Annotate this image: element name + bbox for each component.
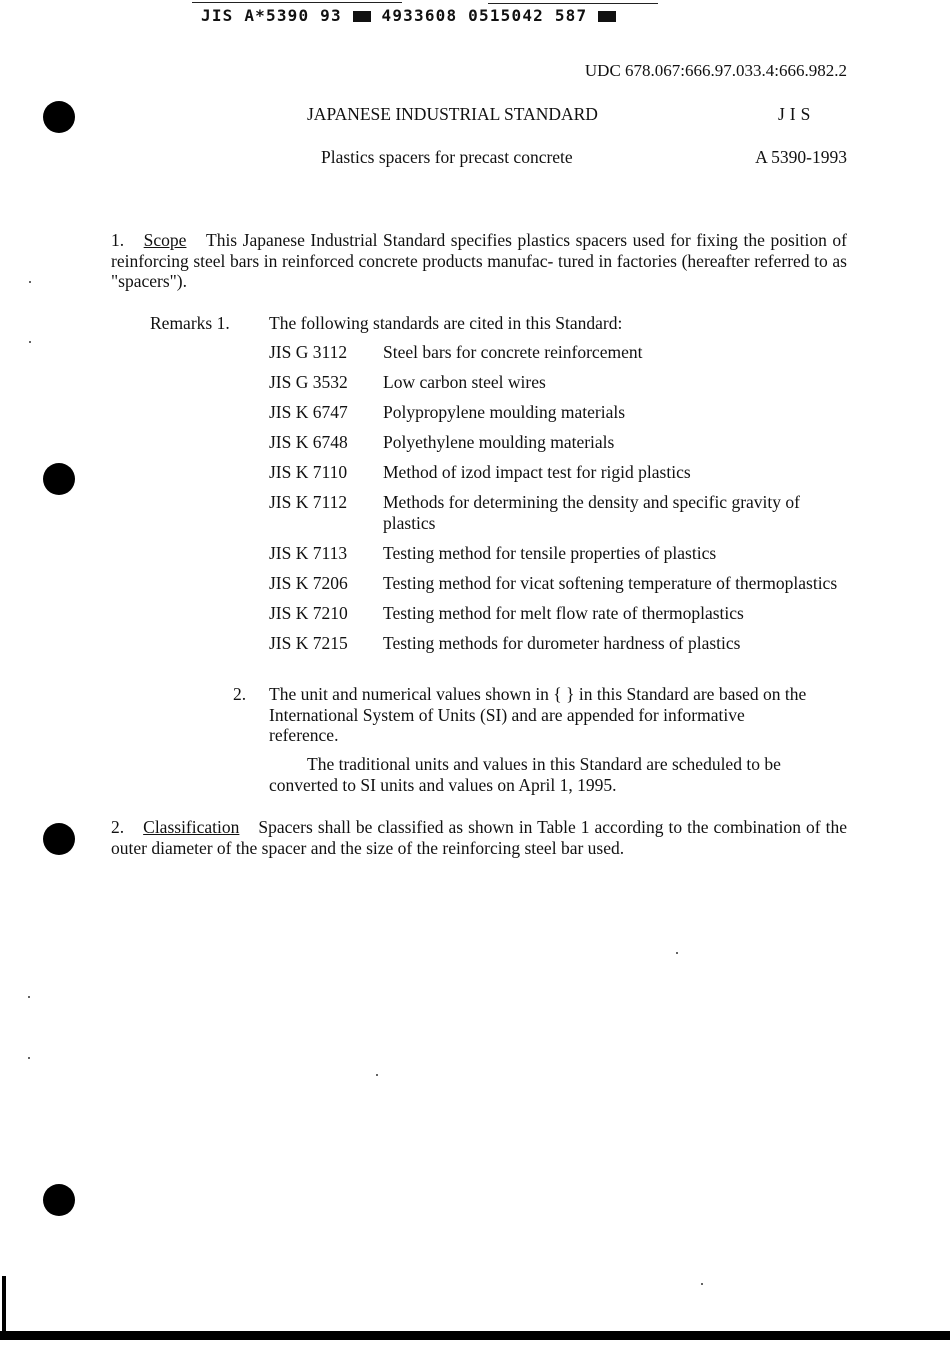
- binder-hole-2: [43, 463, 75, 495]
- standard-desc: Testing method for melt flow rate of thermoplastics: [383, 602, 744, 623]
- header-block-2: [598, 11, 616, 22]
- cited-standard: [269, 402, 849, 423]
- standard-organization: JAPANESE INDUSTRIAL STANDARD: [307, 104, 598, 124]
- scope-heading: Scope: [143, 230, 187, 250]
- header-code-part-1: JIS A*5390 93: [201, 6, 342, 25]
- classification-number: 2.: [111, 817, 125, 837]
- cited-standard: [269, 573, 849, 594]
- header-rule-right: [488, 3, 658, 4]
- cited-standard: [269, 633, 849, 654]
- scan-speck: [28, 1057, 30, 1059]
- scan-speck: [701, 1283, 703, 1285]
- remark-2-text: The unit and numerical values shown in { } in this Standard are based on the International System of Units (SI) and are appended for informative reference.: [269, 684, 807, 745]
- header-rule-left: [192, 2, 402, 3]
- cited-standard: [269, 492, 849, 533]
- jis-mark: JIS: [778, 104, 816, 124]
- standard-desc: Testing methods for durometer hardness of plastics: [383, 632, 741, 653]
- standard-code: JIS K 7113: [269, 542, 348, 563]
- remark-2-text-2: The traditional units and values in this Standard are scheduled to be converted to SI units and values on April 1, 1995.: [269, 754, 781, 795]
- standard-code: JIS K 7110: [269, 462, 348, 482]
- standard-desc: Steel bars for concrete reinforcement: [383, 342, 643, 362]
- cited-standard: [269, 543, 849, 564]
- standard-title: Plastics spacers for precast concrete: [321, 147, 573, 167]
- standard-number: A 5390-1993: [755, 147, 847, 167]
- scan-speck: [28, 996, 30, 998]
- standard-desc: Methods for determining the density and specific gravity of plastics: [383, 492, 800, 533]
- cited-standard: [269, 372, 849, 393]
- classification-heading: Classification: [143, 817, 240, 837]
- standard-desc: Polypropylene moulding materials: [383, 402, 626, 422]
- scan-speck: [676, 952, 678, 954]
- scope-number: 1.: [111, 230, 125, 250]
- standard-desc: Testing method for tensile properties of plastics: [383, 542, 717, 563]
- scope-clause: [111, 230, 847, 292]
- scan-speck: [376, 1074, 378, 1076]
- remark-2-text-continued: [269, 754, 849, 795]
- page-edge-bottom: [0, 1331, 950, 1340]
- standard-code: JIS G 3112: [269, 342, 348, 362]
- cited-standards-list: [269, 342, 849, 663]
- cited-standard: [269, 462, 849, 483]
- standard-desc: Low carbon steel wires: [383, 372, 546, 392]
- binder-hole-4: [43, 1184, 75, 1216]
- header-code: [201, 6, 616, 25]
- binder-hole-1: [43, 101, 75, 133]
- standard-code: JIS K 7215: [269, 632, 348, 653]
- classification-text: Spacers shall be classified as shown in Table 1 according to the combination of the outer diameter of the spacer and the size of the reinforcing steel bar used.: [111, 817, 848, 858]
- header-code-part-2: 4933608 0515042 587: [381, 6, 588, 25]
- standard-code: JIS K 6747: [269, 402, 348, 422]
- standard-code: JIS K 6748: [269, 432, 348, 452]
- standard-desc: Testing method for vicat softening temperature of thermoplastics: [383, 572, 838, 593]
- standard-desc: Polyethylene moulding materials: [383, 432, 615, 452]
- cited-standard: [269, 342, 849, 363]
- scope-text: This Japanese Industrial Standard specifies plastics spacers used for fixing the position of reinforcing steel bars in reinforced concrete products manufac- tured in factories (hereafter referred to as "spacers").: [111, 230, 847, 291]
- cited-standard: [269, 432, 849, 453]
- standard-code: JIS K 7206: [269, 572, 348, 593]
- standard-code: JIS K 7210: [269, 602, 348, 623]
- header-block-1: [353, 11, 371, 22]
- remarks-label: Remarks 1.: [150, 313, 230, 333]
- page-edge-left: [2, 1276, 6, 1336]
- scan-speck: [29, 281, 31, 283]
- cited-standard: [269, 603, 849, 624]
- scan-speck: [29, 341, 31, 343]
- standard-code: JIS K 7112: [269, 492, 348, 512]
- standard-code: JIS G 3532: [269, 372, 348, 392]
- remarks-intro: The following standards are cited in this Standard:: [269, 313, 623, 333]
- binder-hole-3: [43, 823, 75, 855]
- udc-number: UDC 678.067:666.97.033.4:666.982.2: [584, 61, 847, 80]
- standard-desc: Method of izod impact test for rigid plastics: [383, 462, 691, 482]
- remark-2-number: 2.: [233, 684, 247, 704]
- classification-clause: [111, 817, 847, 858]
